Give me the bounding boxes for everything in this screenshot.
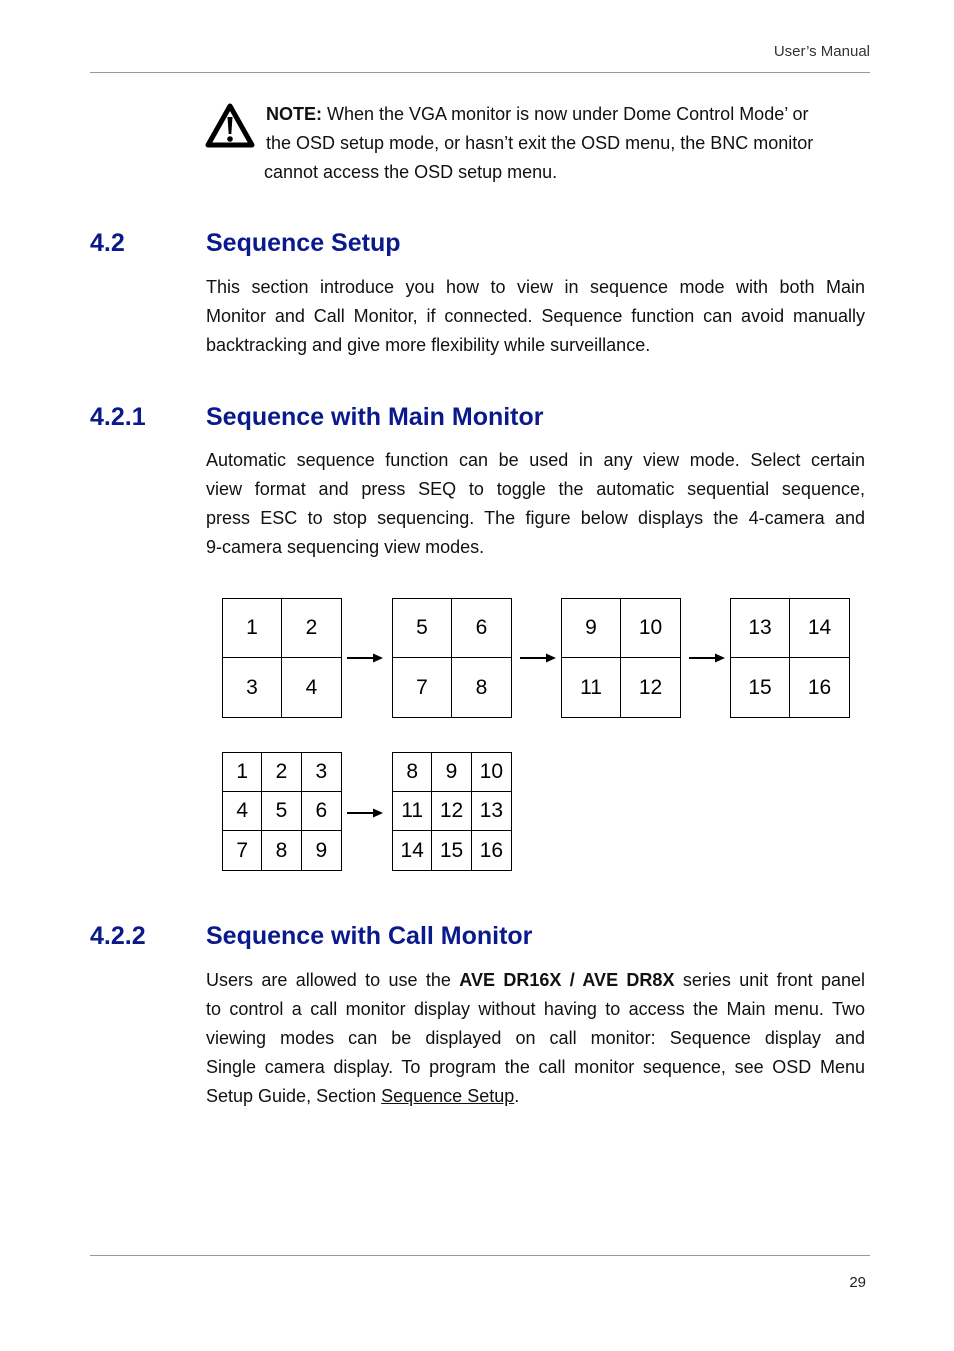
text-run: Setup Guide, Section bbox=[206, 1086, 382, 1106]
camera-cell: 13 bbox=[472, 792, 511, 831]
note-line-2: the OSD setup mode, or hasn’t exit the OSD menu, the BNC monitor bbox=[266, 133, 814, 153]
camera-cell: 10 bbox=[621, 599, 680, 658]
camera-cell: 16 bbox=[807, 675, 832, 699]
camera-cell: 5 bbox=[262, 792, 301, 831]
paragraph-line: press ESC to stop sequencing. The figure below displays the 4-camera and bbox=[206, 508, 865, 528]
note-block bbox=[264, 100, 864, 187]
warning-triangle-icon bbox=[205, 103, 255, 149]
camera-cell: 16 bbox=[479, 838, 503, 862]
text-run: Users are allowed to use the bbox=[206, 970, 460, 990]
paragraph-line: view format and press SEQ to toggle the automatic sequential sequence, bbox=[206, 479, 865, 499]
paragraph-line: viewing modes can be displayed on call monitor: Sequence display and bbox=[206, 1028, 865, 1048]
running-header: User’s Manual bbox=[773, 43, 870, 60]
quad-view-grid-3 bbox=[561, 598, 681, 718]
camera-cell: 9 bbox=[562, 599, 621, 658]
camera-cell: 1 bbox=[223, 599, 282, 658]
camera-cell: 3 bbox=[302, 753, 341, 792]
section-title: Sequence Setup bbox=[206, 229, 401, 257]
paragraph-line: Automatic sequence function can be used in any view mode. Select certain bbox=[206, 450, 865, 470]
camera-cell: 14 bbox=[393, 831, 432, 870]
sequence-setup-link[interactable]: Sequence Setup bbox=[381, 1086, 515, 1106]
section-4-2-paragraph bbox=[206, 273, 865, 360]
camera-cell: 12 bbox=[638, 675, 663, 699]
camera-cell: 15 bbox=[731, 658, 790, 717]
quad-view-grid-1 bbox=[222, 598, 342, 718]
camera-cell: 11 bbox=[562, 658, 621, 717]
paragraph-line bbox=[206, 966, 865, 995]
camera-cell: 1 bbox=[223, 753, 262, 792]
right-arrow-icon bbox=[520, 653, 556, 663]
model-name: AVE DR16X / AVE DR8X bbox=[459, 970, 675, 990]
camera-cell: 5 bbox=[393, 599, 452, 658]
camera-cell: 2 bbox=[282, 599, 341, 658]
section-number: 4.2.1 bbox=[90, 403, 146, 431]
note-label: NOTE: bbox=[266, 104, 322, 124]
camera-cell: 15 bbox=[432, 831, 471, 870]
camera-cell: 2 bbox=[262, 753, 301, 792]
section-title: Sequence with Call Monitor bbox=[206, 922, 533, 950]
paragraph-line bbox=[206, 1082, 865, 1111]
camera-cell: 9 bbox=[432, 753, 471, 792]
page-number: 29 bbox=[849, 1274, 866, 1291]
camera-cell: 7 bbox=[223, 831, 262, 870]
nine-view-grid-2 bbox=[392, 752, 512, 871]
camera-cell: 8 bbox=[475, 675, 488, 699]
camera-cell: 13 bbox=[731, 599, 790, 658]
header-rule bbox=[90, 72, 870, 73]
camera-cell: 8 bbox=[393, 753, 432, 792]
quad-view-grid-2 bbox=[392, 598, 512, 718]
note-line-1-text: When the VGA monitor is now under Dome Control Mode’ or bbox=[322, 104, 809, 124]
quad-view-grid-4 bbox=[730, 598, 850, 718]
camera-cell: 4 bbox=[223, 792, 262, 831]
note-line-1 bbox=[264, 100, 864, 129]
right-arrow-icon bbox=[347, 653, 383, 663]
right-arrow-icon bbox=[689, 653, 725, 663]
paragraph-line: This section introduce you how to view in sequence mode with both Main bbox=[206, 277, 865, 297]
footer-rule bbox=[90, 1255, 870, 1256]
text-run: . bbox=[514, 1086, 520, 1106]
camera-cell: 9 bbox=[315, 838, 328, 862]
camera-cell: 7 bbox=[393, 658, 452, 717]
paragraph-line: to control a call monitor display without having to access the Main menu. Two bbox=[206, 999, 865, 1019]
section-number: 4.2 bbox=[90, 229, 125, 257]
camera-cell: 12 bbox=[432, 792, 471, 831]
section-4-2-2-paragraph bbox=[206, 966, 865, 1111]
camera-cell: 10 bbox=[472, 753, 511, 792]
right-arrow-icon bbox=[347, 808, 383, 818]
note-line-3: cannot access the OSD setup menu. bbox=[264, 162, 558, 182]
camera-cell: 14 bbox=[790, 599, 849, 658]
camera-cell: 11 bbox=[393, 792, 432, 831]
paragraph-line: Single camera display. To program the call monitor sequence, see OSD Menu bbox=[206, 1057, 865, 1077]
section-4-2-1-paragraph bbox=[206, 446, 865, 562]
section-number: 4.2.2 bbox=[90, 922, 146, 950]
camera-cell: 4 bbox=[305, 675, 318, 699]
paragraph-line: backtracking and give more flexibility while surveillance. bbox=[206, 335, 651, 355]
section-title: Sequence with Main Monitor bbox=[206, 403, 544, 431]
camera-cell: 8 bbox=[262, 831, 301, 870]
camera-cell: 6 bbox=[302, 792, 341, 831]
paragraph-line: Monitor and Call Monitor, if connected. Sequence function can avoid manually bbox=[206, 306, 865, 326]
camera-cell: 6 bbox=[452, 599, 511, 658]
camera-cell: 3 bbox=[223, 658, 282, 717]
paragraph-line: 9-camera sequencing view modes. bbox=[206, 537, 485, 557]
text-run: series unit front panel bbox=[674, 970, 865, 990]
nine-view-grid-1 bbox=[222, 752, 342, 871]
